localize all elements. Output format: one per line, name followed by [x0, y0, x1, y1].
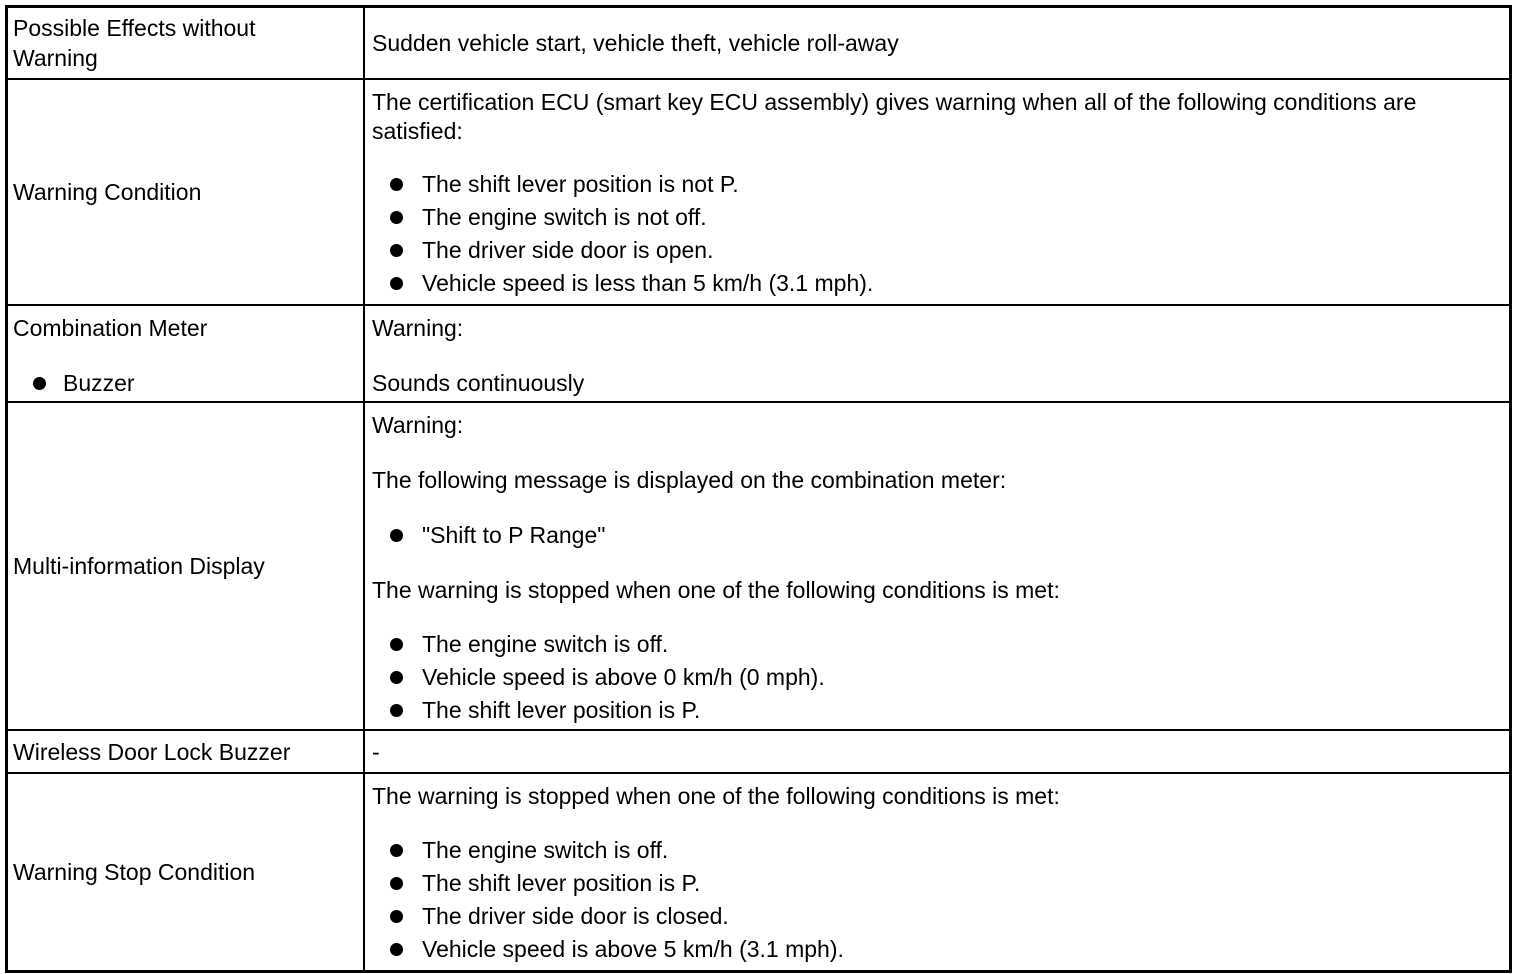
list-item: Vehicle speed is less than 5 km/h (3.1 mph).: [372, 267, 1499, 300]
row-label-cell: [8, 306, 365, 401]
stop-intro: The warning is stopped when one of the following conditions is met:: [372, 577, 1060, 603]
stop-list: [372, 628, 1499, 727]
row-label: Combination Meter: [13, 315, 208, 341]
list-item: The engine switch is off.: [372, 628, 1499, 661]
row-label: Warning Condition: [13, 179, 202, 205]
row-value: Sounds continuously: [372, 370, 585, 396]
row-value-cell: [365, 774, 1509, 970]
table-row: [8, 403, 1509, 731]
table-row: [8, 306, 1509, 403]
row-label-cell: [8, 774, 365, 970]
list-item: The shift lever position is P.: [372, 694, 1499, 727]
message-intro: The following message is displayed on the combination meter:: [372, 467, 1007, 493]
row-label: Multi-information Display: [13, 553, 265, 579]
row-value-cell: [365, 80, 1509, 304]
row-value-cell: [365, 731, 1509, 772]
row-label: Wireless Door Lock Buzzer: [13, 738, 291, 765]
list-item: The driver side door is closed.: [372, 900, 1499, 933]
message-list: [372, 519, 1499, 552]
condition-list: [372, 168, 1499, 300]
row-label-cell: [8, 403, 365, 729]
row-label: Warning Stop Condition: [13, 859, 256, 885]
condition-intro: The certification ECU (smart key ECU assembly) gives warning when all of the following conditions are satisfied:: [372, 89, 1417, 144]
table-row: [8, 731, 1509, 774]
list-item: The engine switch is not off.: [372, 201, 1499, 234]
list-item: The shift lever position is P.: [372, 867, 1499, 900]
table-row: [8, 774, 1509, 970]
stop-list: [372, 834, 1499, 966]
list-item: Vehicle speed is above 0 km/h (0 mph).: [372, 661, 1499, 694]
row-label-cell: [8, 80, 365, 304]
row-value: Sudden vehicle start, vehicle theft, vehicle roll-away: [372, 30, 899, 56]
warning-heading: Warning:: [372, 315, 464, 341]
warning-heading: Warning:: [372, 412, 464, 438]
row-value-cell: [365, 8, 1509, 78]
list-item: "Shift to P Range": [372, 519, 1499, 552]
row-value-cell: [365, 403, 1509, 729]
row-label: Possible Effects without Warning: [13, 15, 256, 71]
list-item: The driver side door is open.: [372, 234, 1499, 267]
stop-intro: The warning is stopped when one of the following conditions is met:: [372, 783, 1060, 809]
table-row: [8, 8, 1509, 80]
sub-label-buzzer: Buzzer: [13, 367, 363, 399]
row-value-cell: [365, 306, 1509, 401]
row-label-cell: [8, 731, 365, 772]
list-item: The engine switch is off.: [372, 834, 1499, 867]
list-item: The shift lever position is not P.: [372, 168, 1499, 201]
row-value: -: [372, 738, 380, 765]
warning-table: [5, 5, 1512, 973]
row-label-cell: [8, 8, 365, 78]
list-item: Vehicle speed is above 5 km/h (3.1 mph).: [372, 933, 1499, 966]
table-row: [8, 80, 1509, 306]
